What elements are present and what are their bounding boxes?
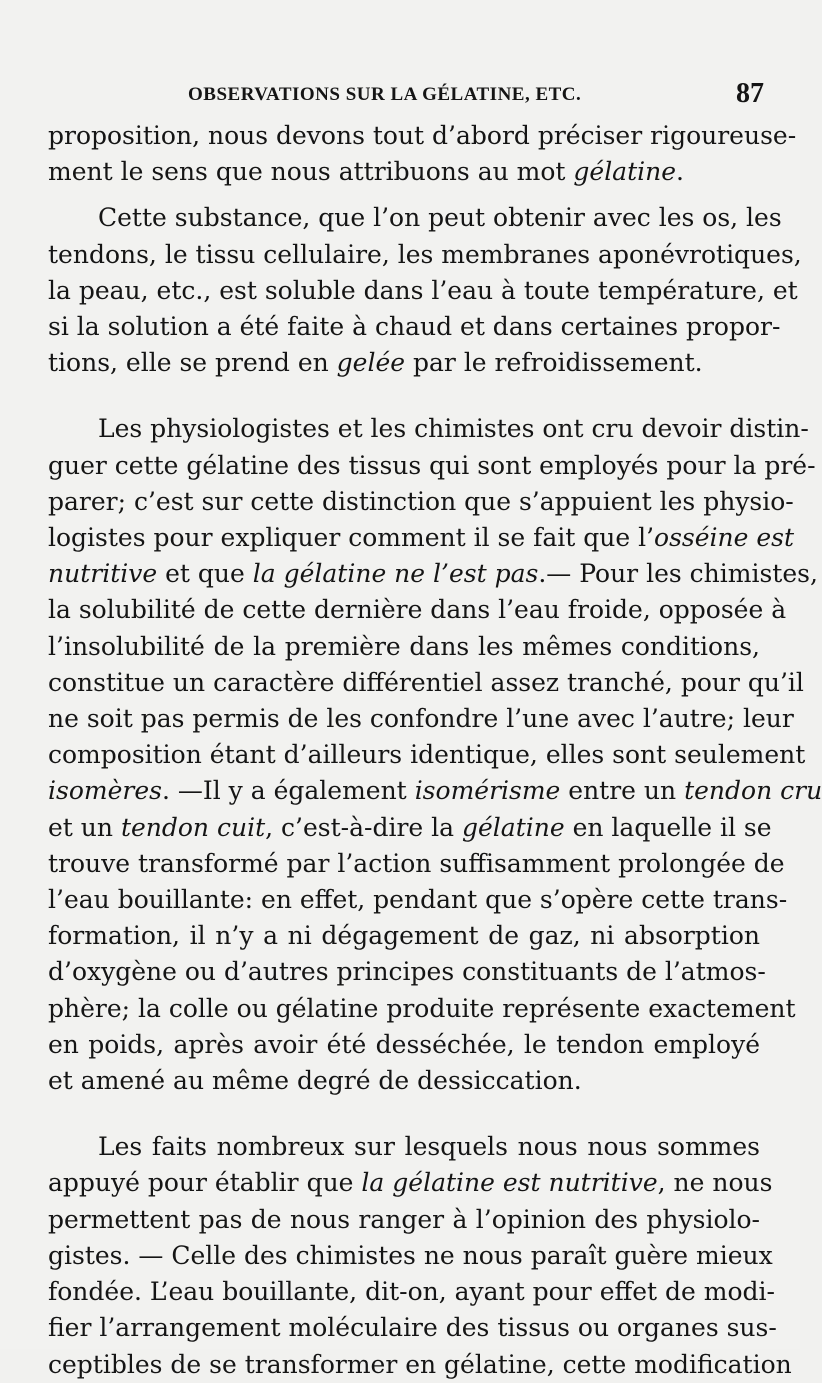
- text-line: [48, 991, 796, 1027]
- paragraph: [48, 1129, 792, 1382]
- italic-run: tendon cuit: [120, 812, 266, 842]
- text-line: [48, 345, 760, 381]
- paragraph: [48, 200, 802, 381]
- text-line: [48, 1027, 760, 1063]
- italic-run: gélatine: [573, 157, 677, 187]
- text-run: fondée. L’eau bouillante, dit-on, ayant pour effet de modi-: [48, 1277, 775, 1307]
- text-line: [48, 882, 788, 918]
- text-run: phère; la colle ou gélatine produite représente exactement: [48, 993, 796, 1023]
- text-line: [48, 1310, 777, 1346]
- text-line: [48, 737, 806, 773]
- text-run: gistes. — Celle des chimistes ne nous paraît guère mieux: [48, 1240, 773, 1270]
- text-run: et un: [48, 812, 121, 842]
- text-line: [48, 954, 766, 990]
- italic-run: osséine est: [654, 523, 795, 553]
- text-run: en poids, après avoir été desséchée, le tendon employé: [48, 1029, 760, 1059]
- text-run: permettent pas de nous ranger à l’opinion des physiolo-: [48, 1204, 760, 1234]
- text-run: par le refroidissement.: [405, 348, 703, 378]
- text-line: [48, 118, 797, 154]
- running-head-title: OBSERVATIONS SUR LA GÉLATINE, ETC.: [188, 84, 582, 105]
- text-run: l’eau bouillante: en effet, pendant que s’opère cette trans-: [48, 885, 788, 915]
- text-run: la solubilité de cette dernière dans l’eau froide, opposée à: [48, 595, 787, 625]
- paragraph: [48, 411, 822, 1099]
- page-number: 87: [736, 78, 764, 109]
- text-line: [48, 918, 760, 954]
- text-run: la peau, etc., est soluble dans l’eau à toute température, et: [48, 275, 798, 305]
- text-run: , ne nous: [657, 1168, 773, 1198]
- italic-run: isomères: [48, 776, 162, 806]
- text-run: guer cette gélatine des tissus qui sont employés pour la pré-: [48, 450, 816, 480]
- text-run: entre un: [560, 776, 685, 806]
- text-run: ne soit pas permis de les confondre l’une avec l’autre; leur: [48, 704, 794, 734]
- text-run: .— Pour les chimistes,: [538, 559, 818, 589]
- text-run: , c’est-à-dire la: [265, 812, 462, 842]
- text-run: logistes pour expliquer comment il se fait que l’: [48, 523, 655, 553]
- text-line: [48, 1274, 775, 1310]
- text-line: [48, 1063, 760, 1099]
- italic-run: gelée: [336, 348, 406, 378]
- text-line: [48, 665, 804, 701]
- text-run: .: [676, 157, 684, 187]
- text-line: [48, 846, 785, 882]
- text-run: et amené au même degré de dessiccation.: [48, 1066, 582, 1096]
- text-line: [48, 1238, 773, 1274]
- text-run: en laquelle il se: [564, 812, 772, 842]
- text-line: [48, 448, 816, 484]
- text-line: [48, 1347, 792, 1383]
- text-line: [48, 629, 760, 665]
- text-run: tendons, le tissu cellulaire, les membranes aponévrotiques,: [48, 239, 802, 269]
- text-run: tions, elle se prend en: [48, 348, 337, 378]
- text-run: ceptibles de se transformer en gélatine, cette modification: [48, 1349, 792, 1379]
- text-run: Les faits nombreux sur lesquels nous nous sommes: [98, 1132, 760, 1162]
- italic-run: nutritive: [48, 559, 158, 589]
- text-line: [48, 200, 782, 236]
- text-run: constitue un caractère différentiel assez tranché, pour qu’il: [48, 667, 804, 697]
- italic-run: la gélatine ne l’est pas: [252, 559, 539, 589]
- text-line: [48, 556, 818, 592]
- text-run: si la solution a été faite à chaud et dans certaines propor-: [48, 312, 781, 342]
- italic-run: la gélatine est nutritive: [361, 1168, 658, 1198]
- text-line: [48, 411, 809, 447]
- paragraph: [48, 118, 797, 190]
- text-line: [48, 810, 772, 846]
- italic-run: tendon cru: [684, 776, 822, 806]
- text-run: formation, il n’y a ni dégagement de gaz, ni absorption: [48, 921, 760, 951]
- text-run: d’oxygène ou d’autres principes constituants de l’atmos-: [48, 957, 766, 987]
- text-line: [48, 237, 802, 273]
- text-line: [48, 1202, 760, 1238]
- text-run: fier l’arrangement moléculaire des tissus ou organes sus-: [48, 1313, 777, 1343]
- text-line: [48, 309, 781, 345]
- text-run: trouve transformé par l’action suffisamment prolongée de: [48, 848, 785, 878]
- text-run: parer; c’est sur cette distinction que s’appuient les physio-: [48, 486, 794, 516]
- text-run: composition étant d’ailleurs identique, elles sont seulement: [48, 740, 806, 770]
- text-run: appuyé pour établir que: [48, 1168, 362, 1198]
- text-line: [48, 273, 798, 309]
- text-run: proposition, nous devons tout d’abord préciser rigoureuse-: [48, 121, 797, 150]
- text-line: [48, 773, 822, 809]
- text-line: [48, 154, 760, 190]
- text-line: [48, 520, 795, 556]
- text-run: Les physiologistes et les chimistes ont cru devoir distin-: [98, 414, 809, 444]
- running-head: [48, 72, 770, 112]
- text-run: l’insolubilité de la première dans les mêmes conditions,: [48, 631, 760, 661]
- body-text: [48, 118, 822, 1383]
- text-line: [48, 484, 794, 520]
- italic-run: isomérisme: [414, 776, 561, 806]
- text-line: [48, 592, 787, 628]
- text-run: ment le sens que nous attribuons au mot: [48, 157, 574, 187]
- text-line: [48, 1129, 760, 1165]
- text-run: et que: [157, 559, 253, 589]
- text-run: . —Il y a également: [161, 776, 415, 806]
- italic-run: gélatine: [462, 812, 565, 842]
- text-run: Cette substance, que l’on peut obtenir avec les os, les: [98, 203, 782, 233]
- text-line: [48, 1165, 773, 1201]
- text-line: [48, 701, 794, 737]
